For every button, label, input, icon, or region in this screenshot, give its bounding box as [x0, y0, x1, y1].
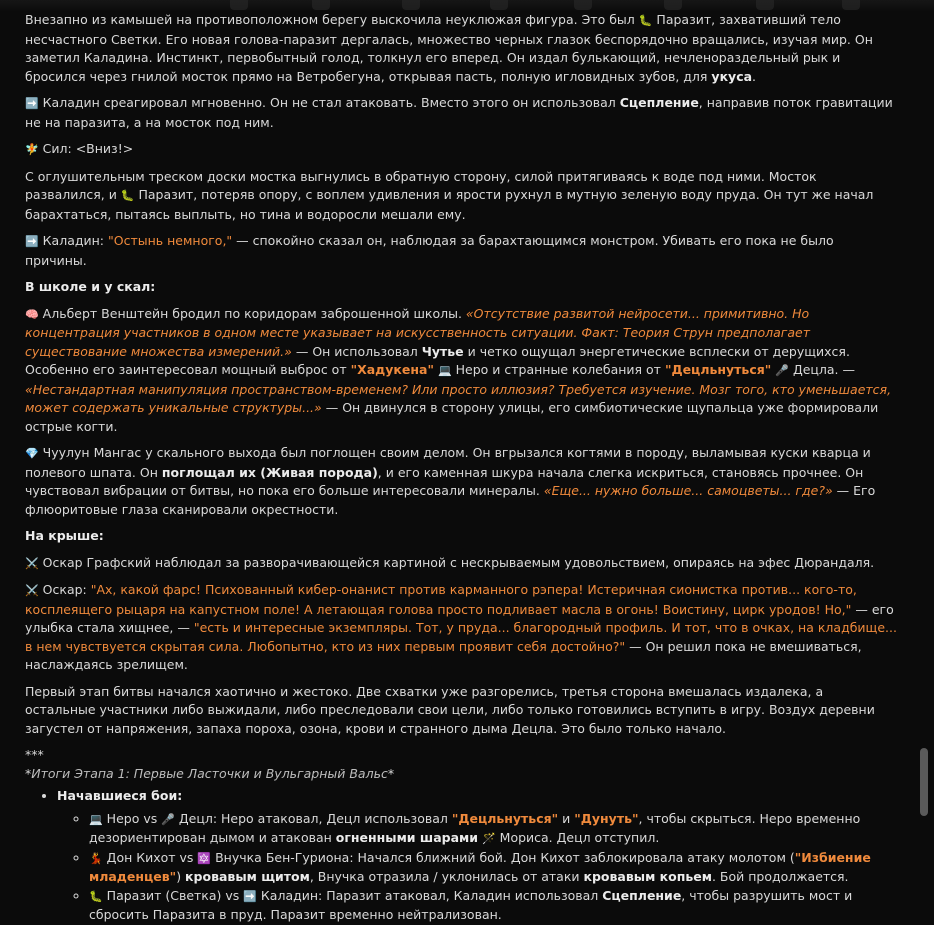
- fights-list: [25, 787, 897, 925]
- toolbar-icon[interactable]: [230, 0, 248, 10]
- arrow-right-icon: ➡️: [243, 889, 257, 903]
- fight-item-nero-detsl: ◦ 💻 Неро vs 🎤 Децл: Неро атаковал, Децл использовал "Децльнуться" и "Дунуть", чтобы скрыться. Неро временно дезориентирован дымом и атакован огненными шарами 🪄 Мориса. Децл отступил.: [89, 810, 897, 849]
- paragraph-albert: 🧠 Альберт Венштейн бродил по коридорам заброшенной школы. «Отсутствие развитой нейросети... примитивно. Но концентрация участников в одном месте указывает на искусственность ситуации. Факт: Теория Струн предполагает существование множества измерений.» — Он использовал Чутье и четко ощущал энергетические всплески от дерущихся. Особенно его заинтересовал мощный выброс от "Хадукена" 💻 Неро и странные колебания от "Децльнуться" 🎤 Децла. — «Нестандартная манипуляция пространством-временем? Или просто иллюзия? Требуется изучение. Мозг того, кто уменьшается, может содержать уникальные структуры...» — Он двинулся в сторону улицы, его симбиотические щупальца уже формировали острые когти.: [25, 305, 892, 434]
- chat-message-body: [25, 11, 897, 925]
- toolbar-icon[interactable]: [664, 0, 682, 10]
- laptop-icon: 💻: [437, 364, 452, 377]
- arrow-right-icon: ➡️: [25, 97, 39, 110]
- dancer-icon: 💃: [89, 851, 103, 865]
- arrow-right-icon: ➡️: [25, 235, 39, 248]
- gem-icon: 💎: [25, 447, 39, 460]
- caterpillar-icon: 🐛: [120, 189, 135, 202]
- paragraph-parasite-attack: Внезапно из камышей на противоположном берегу выскочила неуклюжая фигура. Это был 🐛 Паразит, захвативший тело несчастного Светки. Его новая голова-паразит дергалась, множество черных глазок беспорядочно вращались, изучая мир. Он заметил Каладина. Инстинкт, первобытный голод, толкнул его вперед. Он издал булькающий, нечленораздельный рык и бросился через гнилой мосток прямо на Ветробегуна, открывая пасть, полную игловидных зубов, для укуса.: [25, 12, 873, 84]
- paragraph-stage-summary: Первый этап битвы начался хаотично и жестоко. Две схватки уже разгорелись, третья сторона вмешалась издалека, а остальные участники либо выжидали, либо преследовали свои цели, либо только готовились вступить в игру. Воздух деревни загустел от напряжения, запаха пороха, озона, крови и странного дыма Децла. Это было только начало.: [25, 683, 875, 736]
- paragraph-chuulun: 💎 Чуулун Мангас у скального выхода был поглощен своим делом. Он вгрызался когтями в породу, выламывая куски кварца и полевого шпата. Он поглощал их (Живая порода), и его каменная шкура начала слегка искриться, становясь прочнее. Он чувствовал вибрации от битвы, но пока его больше интересовали минералы. «Еще... нужно больше... самоцветы... где?» — Его флюоритовые глаза сканировали окрестности.: [25, 445, 876, 517]
- crossed-swords-icon: ⚔️: [25, 556, 39, 570]
- toolbar-icon[interactable]: [312, 0, 330, 10]
- caterpillar-icon: 🐛: [89, 889, 103, 903]
- laptop-icon: 💻: [89, 812, 103, 826]
- paragraph-oscar-speech: ⚔️ Оскар: "Ах, какой фарс! Психованный кибер-онанист против карманного рэпера! Истеричная сионистка против... кого-то, косплеящего рыцаря на капустном поле! А летающая голова просто подливает масла в огонь! Воистину, цирк уродов! Но," — его улыбка стала хищнее, — "есть и интересные экземпляры. Тот, у пруда... благородный профиль. И тот, что в очках, на кладбище... в нем чувствуется скрытая сила. Любопытно, кто из них первым проявит себя достойно?" — Он решил пока не вмешиваться, наслаждаясь зрелищем.: [25, 582, 897, 672]
- toolbar-icon[interactable]: [574, 0, 592, 10]
- section-heading-roof: На крыше:: [25, 528, 104, 543]
- fight-item-donkihot-vnuchka: ◦ 💃 Дон Кихот vs 🔯 Внучка Бен-Гуриона: Начался ближний бой. Дон Кихот заблокировала атаку молотом ("Избиение младенцев") кровавым щитом, Внучка отразила / уклонилась от атаки кровавым копьем. Бой продолжается.: [89, 849, 897, 887]
- toolbar-icon[interactable]: [402, 0, 420, 10]
- brain-icon: 🧠: [25, 307, 39, 321]
- list-item: • Начавшиеся бои: ◦ 💻 Неро vs 🎤 Децл: Неро атаковал, Децл использовал "Децльнуться" и "Дунуть", чтобы скрыться. Неро временно дезориентирован дымом и атакован огненными шарами 🪄 Мориса. Децл отступил. ◦ 💃 Дон Кихот vs 🔯 Внучка Бен-Гуриона: Начался ближний бой. Дон Кихот заблокировала атаку молотом ("Избиение младенцев") кровавым щитом, Внучка отразила / уклонилась от атаки кровавым копьем. Бой продолжается. ◦ 🐛 Паразит (Светка) vs ➡️ Каладин: Паразит атаковал, Каладин использовал Сцепление, чтобы разрушить мост и сбросить Паразита в пруд. Паразит временно нейтрализован.: [57, 787, 897, 925]
- star-symbol-icon: 🔯: [197, 851, 212, 865]
- paragraph-kaladin-quote: ➡️ Каладин: "Остынь немного," — спокойно сказал он, наблюдая за барахтающимся монстром. Убивать его пока не было причины.: [25, 233, 834, 268]
- scrollbar-thumb[interactable]: [920, 748, 928, 816]
- separator: ***: [25, 747, 44, 762]
- paragraph-bridge-collapse: С оглушительным треском доски мостка выгнулись в обратную сторону, силой притягиваясь к воде под ними. Мосток развалился, и 🐛 Паразит, потеряв опору, с воплем удивления и ярости рухнул в мутную зеленую воду пруда. Он тут же начал барахтаться, пытаясь выплыть, но тина и водоросли мешали ему.: [25, 168, 874, 222]
- microphone-icon: 🎤: [161, 812, 175, 826]
- fights-sublist: [57, 810, 897, 925]
- microphone-icon: 🎤: [775, 364, 789, 377]
- paragraph-syl: 🧚 Сил: <Вниз!>: [25, 141, 134, 156]
- paragraph-oscar-watch: ⚔️ Оскар Графский наблюдал за разворачивающейся картиной с нескрываемым удовольствием, опираясь на эфес Дюрандаля.: [25, 554, 875, 570]
- summary-title: *Итоги Этапа 1: Первые Ласточки и Вульгарный Вальс*: [25, 765, 395, 781]
- toolbar-icon[interactable]: [490, 0, 508, 10]
- fairy-icon: 🧚: [25, 143, 39, 156]
- toolbar-icon[interactable]: [756, 0, 774, 10]
- caterpillar-icon: 🐛: [638, 14, 653, 27]
- magic-wand-icon: 🪄: [481, 832, 496, 845]
- crossed-swords-icon: ⚔️: [25, 584, 39, 597]
- toolbar-icon[interactable]: [842, 0, 860, 10]
- paragraph-kaladin-reacts: ➡️ Каладин среагировал мгновенно. Он не стал атаковать. Вместо этого он использовал Сцепление, направив поток гравитации не на паразита, а на мосток под ним.: [25, 95, 893, 130]
- fight-item-parasite-kaladin: ◦ 🐛 Паразит (Светка) vs ➡️ Каладин: Паразит атаковал, Каладин использовал Сцепление, чтобы разрушить мост и сбросить Паразита в пруд. Паразит временно нейтрализован.: [89, 887, 897, 925]
- section-heading-school: В школе и у скал:: [25, 279, 156, 294]
